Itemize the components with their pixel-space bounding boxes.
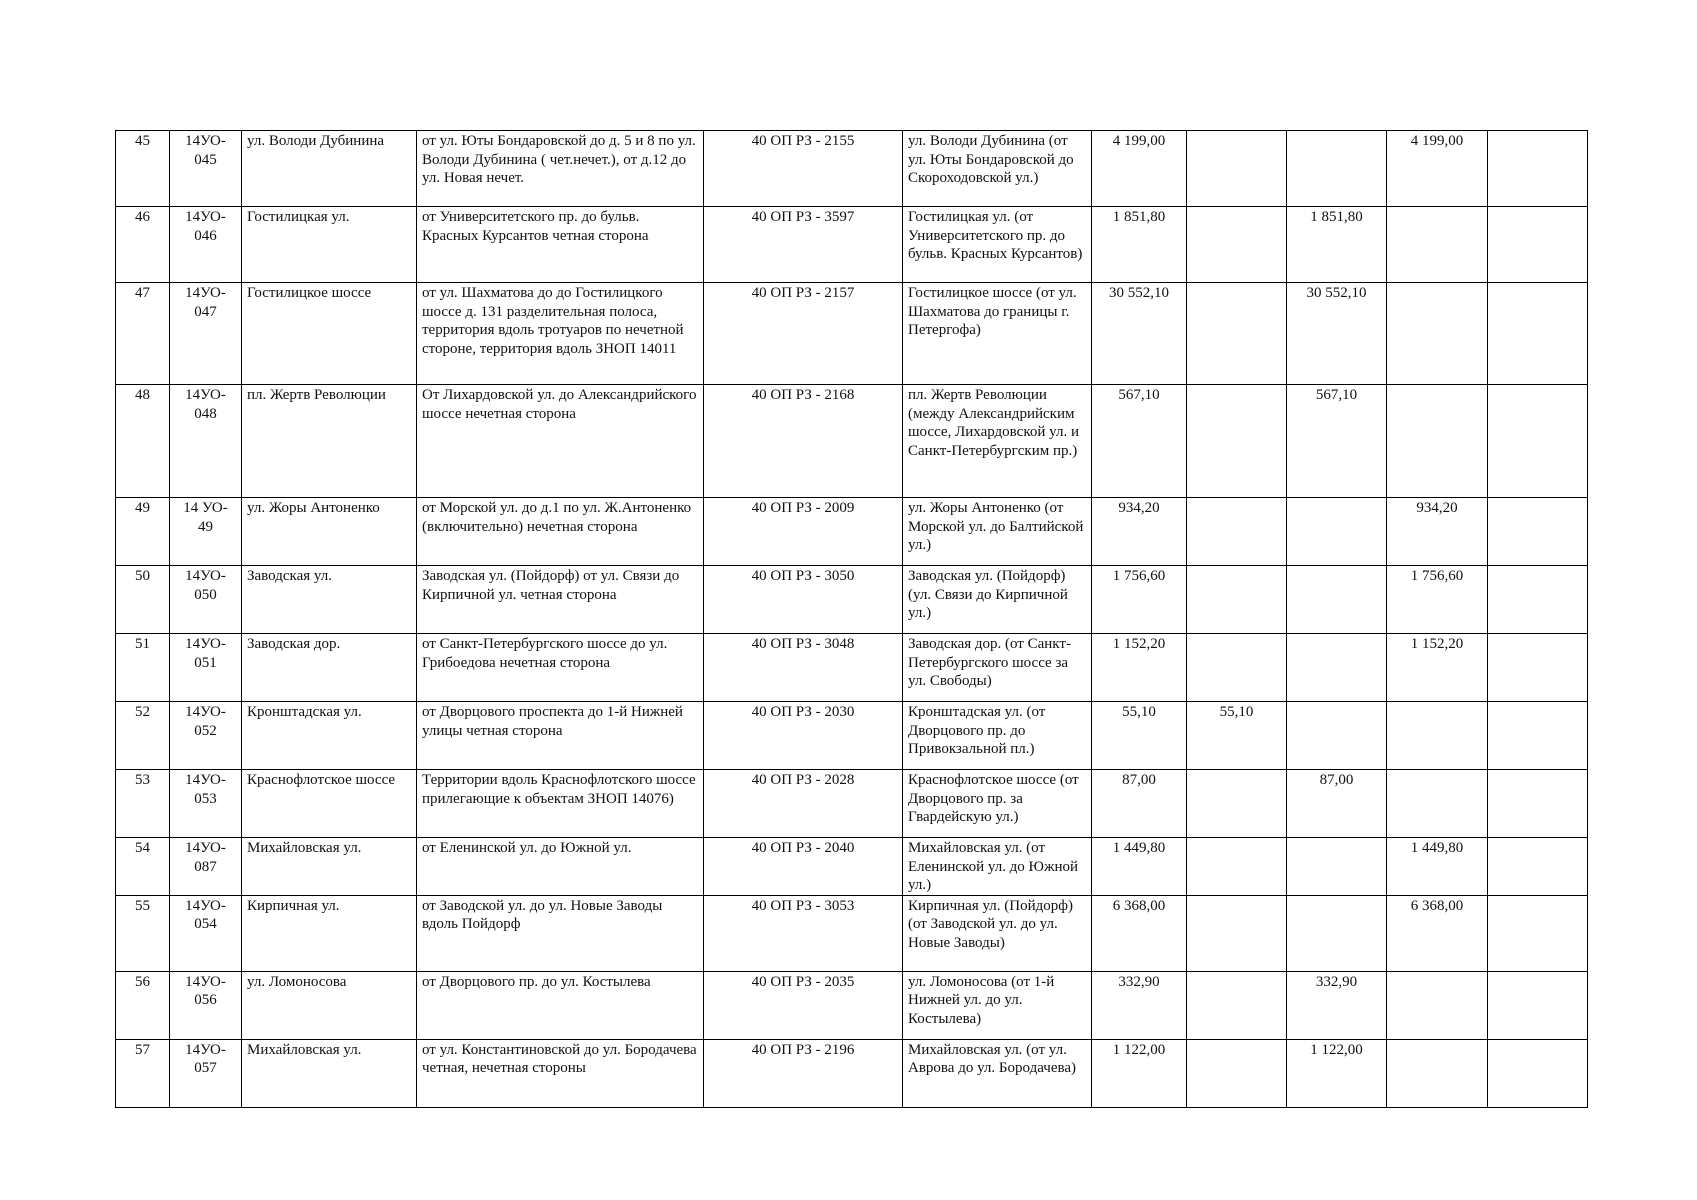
- area-column-1: [1187, 895, 1287, 971]
- section-description: от Университетского пр. до бульв. Красных Курсантов четная сторона: [417, 207, 704, 283]
- area-column-1: [1187, 498, 1287, 566]
- area-column-2: [1287, 566, 1387, 634]
- area-column-1: [1187, 770, 1287, 838]
- section-description: от ул. Юты Бондаровской до д. 5 и 8 по ул. Володи Дубинина ( чет.нечет.), от д.12 до ул. Новая нечет.: [417, 131, 704, 207]
- street-name: Гостилицкая ул.: [242, 207, 417, 283]
- street-name: Кирпичная ул.: [242, 895, 417, 971]
- area-column-2: [1287, 634, 1387, 702]
- area-column-2: [1287, 131, 1387, 207]
- table-body: [116, 131, 1588, 1108]
- section-description: от ул. Константиновской до ул. Бородачева четная, нечетная стороны: [417, 1039, 704, 1107]
- area-column-3: [1387, 770, 1488, 838]
- road-description: Кронштадская ул. (от Дворцового пр. до Привокзальной пл.): [903, 702, 1092, 770]
- area-column-2: [1287, 498, 1387, 566]
- area-column-2: 30 552,10: [1287, 283, 1387, 385]
- row-number: 56: [116, 971, 170, 1039]
- object-code: 14УО- 045: [170, 131, 242, 207]
- row-number: 57: [116, 1039, 170, 1107]
- area-column-2: 87,00: [1287, 770, 1387, 838]
- total-area: 1 152,20: [1092, 634, 1187, 702]
- table-row: [116, 385, 1588, 498]
- row-number: 52: [116, 702, 170, 770]
- section-description: Территории вдоль Краснофлотского шоссе прилегающие к объектам ЗНОП 14076): [417, 770, 704, 838]
- object-code: 14УО- 057: [170, 1039, 242, 1107]
- area-column-1: [1187, 131, 1287, 207]
- total-area: 4 199,00: [1092, 131, 1187, 207]
- area-column-1: [1187, 838, 1287, 896]
- section-description: от Санкт-Петербургского шоссе до ул. Грибоедова нечетная сторона: [417, 634, 704, 702]
- table-row: [116, 838, 1588, 896]
- area-column-3: [1387, 702, 1488, 770]
- area-column-3: [1387, 971, 1488, 1039]
- road-description: Михайловская ул. (от Еленинской ул. до Южной ул.): [903, 838, 1092, 896]
- area-column-1: [1187, 1039, 1287, 1107]
- street-name: пл. Жертв Революции: [242, 385, 417, 498]
- table-row: [116, 283, 1588, 385]
- area-column-4: [1488, 770, 1588, 838]
- area-column-3: 934,20: [1387, 498, 1488, 566]
- road-registry-number: 40 ОП РЗ - 2196: [704, 1039, 903, 1107]
- area-column-1: [1187, 971, 1287, 1039]
- area-column-3: 6 368,00: [1387, 895, 1488, 971]
- area-column-3: [1387, 207, 1488, 283]
- road-registry-number: 40 ОП РЗ - 3597: [704, 207, 903, 283]
- area-column-1: [1187, 634, 1287, 702]
- table-row: [116, 634, 1588, 702]
- table-row: [116, 702, 1588, 770]
- area-column-4: [1488, 498, 1588, 566]
- road-registry-number: 40 ОП РЗ - 3048: [704, 634, 903, 702]
- area-column-3: [1387, 385, 1488, 498]
- area-column-3: 1 756,60: [1387, 566, 1488, 634]
- row-number: 45: [116, 131, 170, 207]
- section-description: от Дворцового проспекта до 1-й Нижней улицы четная сторона: [417, 702, 704, 770]
- area-column-2: [1287, 895, 1387, 971]
- section-description: от Еленинской ул. до Южной ул.: [417, 838, 704, 896]
- street-name: ул. Володи Дубинина: [242, 131, 417, 207]
- table-row: [116, 770, 1588, 838]
- area-column-4: [1488, 1039, 1588, 1107]
- road-registry-number: 40 ОП РЗ - 3050: [704, 566, 903, 634]
- area-column-4: [1488, 283, 1588, 385]
- object-code: 14УО- 050: [170, 566, 242, 634]
- area-column-2: [1287, 838, 1387, 896]
- road-description: Гостилицкое шоссе (от ул. Шахматова до границы г. Петергофа): [903, 283, 1092, 385]
- street-name: Михайловская ул.: [242, 1039, 417, 1107]
- road-description: Заводская дор. (от Санкт-Петербургского шоссе за ул. Свободы): [903, 634, 1092, 702]
- area-column-4: [1488, 207, 1588, 283]
- table-row: [116, 895, 1588, 971]
- total-area: 567,10: [1092, 385, 1187, 498]
- street-name: Гостилицкое шоссе: [242, 283, 417, 385]
- section-description: от Заводской ул. до ул. Новые Заводы вдоль Пойдорф: [417, 895, 704, 971]
- object-code: 14УО- 052: [170, 702, 242, 770]
- object-code: 14УО- 048: [170, 385, 242, 498]
- road-registry-number: 40 ОП РЗ - 2157: [704, 283, 903, 385]
- street-name: ул. Жоры Антоненко: [242, 498, 417, 566]
- row-number: 49: [116, 498, 170, 566]
- row-number: 51: [116, 634, 170, 702]
- road-description: Михайловская ул. (от ул. Аврова до ул. Бородачева): [903, 1039, 1092, 1107]
- total-area: 87,00: [1092, 770, 1187, 838]
- road-registry-number: 40 ОП РЗ - 2040: [704, 838, 903, 896]
- street-name: Заводская дор.: [242, 634, 417, 702]
- row-number: 54: [116, 838, 170, 896]
- street-name: Краснофлотское шоссе: [242, 770, 417, 838]
- table-row: [116, 971, 1588, 1039]
- area-column-3: 1 152,20: [1387, 634, 1488, 702]
- total-area: 1 851,80: [1092, 207, 1187, 283]
- road-description: ул. Ломоносова (от 1-й Нижней ул. до ул. Костылева): [903, 971, 1092, 1039]
- area-column-1: 55,10: [1187, 702, 1287, 770]
- area-column-2: [1287, 702, 1387, 770]
- street-name: Кронштадская ул.: [242, 702, 417, 770]
- street-name: Заводская ул.: [242, 566, 417, 634]
- road-description: ул. Володи Дубинина (от ул. Юты Бондаровской до Скороходовской ул.): [903, 131, 1092, 207]
- road-description: Кирпичная ул. (Пойдорф) (от Заводской ул. до ул. Новые Заводы): [903, 895, 1092, 971]
- road-registry-number: 40 ОП РЗ - 3053: [704, 895, 903, 971]
- road-registry-number: 40 ОП РЗ - 2009: [704, 498, 903, 566]
- area-column-3: 1 449,80: [1387, 838, 1488, 896]
- object-code: 14УО- 056: [170, 971, 242, 1039]
- total-area: 1 449,80: [1092, 838, 1187, 896]
- total-area: 30 552,10: [1092, 283, 1187, 385]
- table-row: [116, 131, 1588, 207]
- object-code: 14УО- 047: [170, 283, 242, 385]
- object-code: 14УО- 053: [170, 770, 242, 838]
- document-page: [115, 130, 1588, 1108]
- road-description: пл. Жертв Революции (между Александрийским шоссе, Лихардовской ул. и Санкт-Петербургским пр.): [903, 385, 1092, 498]
- row-number: 50: [116, 566, 170, 634]
- area-column-2: 1 122,00: [1287, 1039, 1387, 1107]
- area-column-1: [1187, 283, 1287, 385]
- object-code: 14УО- 087: [170, 838, 242, 896]
- total-area: 6 368,00: [1092, 895, 1187, 971]
- area-column-1: [1187, 207, 1287, 283]
- area-column-2: 332,90: [1287, 971, 1387, 1039]
- total-area: 1 756,60: [1092, 566, 1187, 634]
- area-column-1: [1187, 385, 1287, 498]
- area-column-3: [1387, 1039, 1488, 1107]
- road-registry-number: 40 ОП РЗ - 2030: [704, 702, 903, 770]
- area-column-4: [1488, 566, 1588, 634]
- road-registry-number: 40 ОП РЗ - 2168: [704, 385, 903, 498]
- row-number: 53: [116, 770, 170, 838]
- area-column-3: 4 199,00: [1387, 131, 1488, 207]
- row-number: 48: [116, 385, 170, 498]
- road-description: ул. Жоры Антоненко (от Морской ул. до Балтийской ул.): [903, 498, 1092, 566]
- section-description: от Морской ул. до д.1 по ул. Ж.Антоненко (включительно) нечетная сторона: [417, 498, 704, 566]
- table-row: [116, 207, 1588, 283]
- total-area: 55,10: [1092, 702, 1187, 770]
- road-register-table: [115, 130, 1588, 1108]
- object-code: 14УО- 046: [170, 207, 242, 283]
- road-registry-number: 40 ОП РЗ - 2155: [704, 131, 903, 207]
- area-column-4: [1488, 702, 1588, 770]
- area-column-4: [1488, 971, 1588, 1039]
- section-description: от ул. Шахматова до до Гостилицкого шоссе д. 131 разделительная полоса, территория вдоль тротуаров по нечетной стороне, территория вдоль ЗНОП 14011: [417, 283, 704, 385]
- total-area: 934,20: [1092, 498, 1187, 566]
- area-column-2: 567,10: [1287, 385, 1387, 498]
- table-row: [116, 498, 1588, 566]
- total-area: 332,90: [1092, 971, 1187, 1039]
- road-description: Заводская ул. (Пойдорф) (ул. Связи до Кирпичной ул.): [903, 566, 1092, 634]
- area-column-4: [1488, 895, 1588, 971]
- table-row: [116, 1039, 1588, 1107]
- road-registry-number: 40 ОП РЗ - 2035: [704, 971, 903, 1039]
- road-description: Краснофлотское шоссе (от Дворцового пр. за Гвардейскую ул.): [903, 770, 1092, 838]
- road-description: Гостилицкая ул. (от Университетского пр. до бульв. Красных Курсантов): [903, 207, 1092, 283]
- table-row: [116, 566, 1588, 634]
- area-column-3: [1387, 283, 1488, 385]
- area-column-1: [1187, 566, 1287, 634]
- area-column-4: [1488, 838, 1588, 896]
- street-name: Михайловская ул.: [242, 838, 417, 896]
- total-area: 1 122,00: [1092, 1039, 1187, 1107]
- area-column-4: [1488, 385, 1588, 498]
- area-column-4: [1488, 131, 1588, 207]
- area-column-4: [1488, 634, 1588, 702]
- object-code: 14 УО- 49: [170, 498, 242, 566]
- object-code: 14УО- 054: [170, 895, 242, 971]
- object-code: 14УО- 051: [170, 634, 242, 702]
- road-registry-number: 40 ОП РЗ - 2028: [704, 770, 903, 838]
- row-number: 55: [116, 895, 170, 971]
- section-description: от Дворцового пр. до ул. Костылева: [417, 971, 704, 1039]
- section-description: Заводская ул. (Пойдорф) от ул. Связи до Кирпичной ул. четная сторона: [417, 566, 704, 634]
- area-column-2: 1 851,80: [1287, 207, 1387, 283]
- street-name: ул. Ломоносова: [242, 971, 417, 1039]
- section-description: От Лихардовской ул. до Александрийского шоссе нечетная сторона: [417, 385, 704, 498]
- row-number: 47: [116, 283, 170, 385]
- row-number: 46: [116, 207, 170, 283]
